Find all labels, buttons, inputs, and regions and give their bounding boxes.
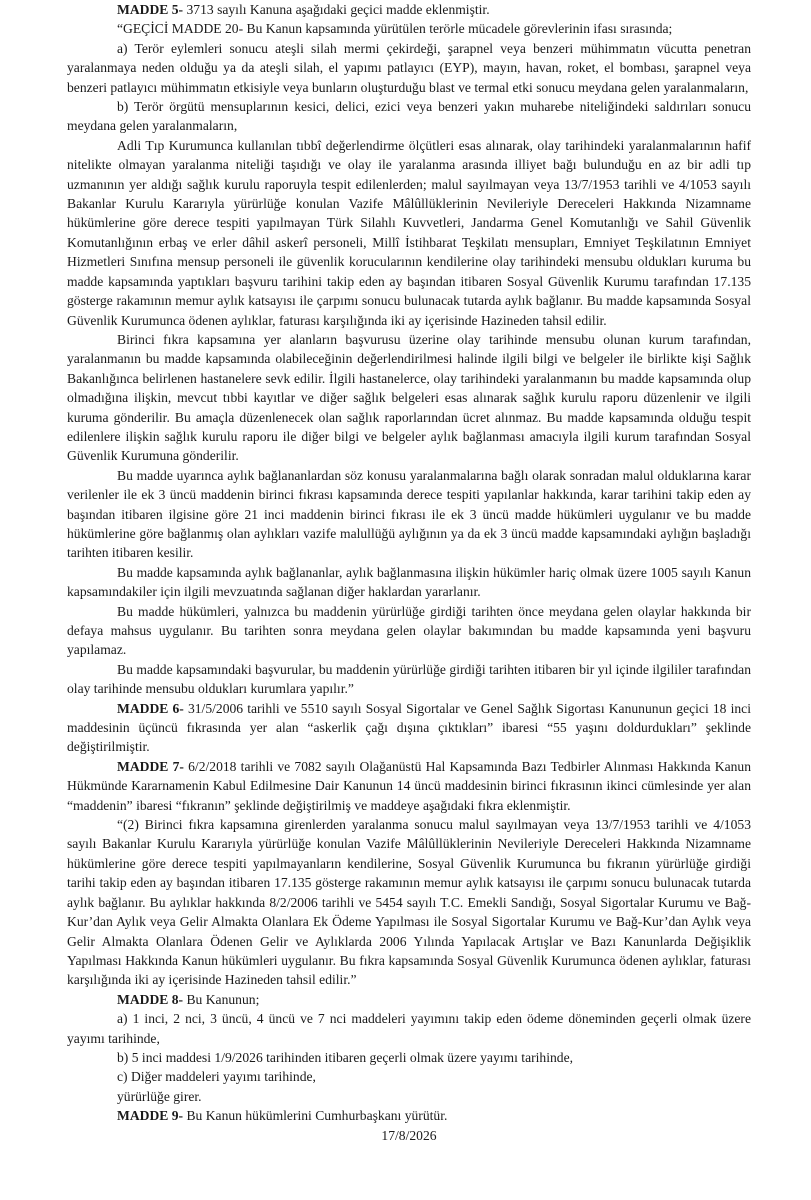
paragraph-basvurular (67, 660, 751, 699)
paragraph-malul (67, 466, 751, 563)
paragraph-1005 (67, 563, 751, 602)
paragraph-madde-8-a (67, 1009, 751, 1048)
paragraph-bir-defaya (67, 602, 751, 660)
paragraph-text: Adli Tıp Kurumunca kullanılan tıbbî değerlendirme ölçütleri esas alınarak, olay tarihindeki yaralanmalarının hafif nitelikte olmayan yaralanma niteliği taşıdığı ve olay ile yaralanma arasında illiyet bağı bulunduğu en az bir adli tıp uzmanının yer aldığı sağlık kurulu raporuyla tespit edilenlerden; malul sayılmayan veya 13/7/1953 tarihli ve 4/1053 sayılı Bakanlar Kurulu Kararıyla yürürlüğe konulan Vazife Mâlûllüklerinin Nevileriyle Dereceleri Hakkında Nizamname hükümlerine göre derece tespiti yapılmayan Türk Silahlı Kuvvetleri, Jandarma Genel Komutanlığı ve Sahil Güvenlik Komutanlığının erbaş ve erler dâhil askerî personeli, Millî İstihbarat Teşkilatı mensupları, Emniyet Teşkilatının Emniyet Hizmetleri Sınıfına mensup personeli ile güvenlik korucularının kendilerine olay tarihindeki mensubu oldukları kuruma bu madde kapsamında yaptıkları başvuru tarihini takip eden ay başından itibaren Sosyal Güvenlik Kurumu tarafından 17.135 gösterge rakamının memur aylık katsayısı ile çarpımı sonucu bulunacak tutarda aylık bağlanır. Bu madde kapsamında Sosyal Güvenlik Kurumunca ödenen aylıklar, faturası karşılığında iki ay içerisinde Hazineden tahsil edilir. (67, 137, 751, 328)
paragraph-yururluge (67, 1087, 751, 1106)
paragraph-madde-8-b (67, 1048, 751, 1067)
article-heading: MADDE 8- (117, 991, 184, 1007)
paragraph-clause-a (67, 39, 751, 97)
paragraph-clause-b (67, 97, 751, 136)
paragraph-madde-9 (67, 1106, 751, 1125)
paragraph-text: 3713 sayılı Kanuna aşağıdaki geçici madde eklenmiştir. (183, 2, 490, 17)
paragraph-text: Bu Kanun hükümlerini Cumhurbaşkanı yürütür. (183, 1108, 448, 1124)
paragraph-text: Bu madde kapsamında aylık bağlananlar, aylık bağlanmasına ilişkin hükümler hariç olmak üzere 1005 sayılı Kanun kapsamındakiler için ilgili mevzuatında sağlanan diğer haklardan yararlanır. (67, 564, 751, 600)
paragraph-madde-6 (67, 699, 751, 757)
paragraph-adli-tip (67, 136, 751, 330)
paragraph-madde-7 (67, 757, 751, 815)
article-heading: MADDE 9- (117, 1108, 184, 1124)
paragraph-gecici-madde-20 (67, 19, 751, 38)
paragraph-text: Bu madde hükümleri, yalnızca bu maddenin yürürlüğe girdiği tarihten önce meydana gelen olaylar hakkında bir defaya mahsus uygulanır. Bu tarihten sonra meydana gelen olaylar bakımından bu madde kapsamında yeni başvuru yapılamaz. (67, 603, 751, 658)
article-heading: MADDE 7- (117, 758, 184, 774)
paragraph-text: yürürlüğe girer. (117, 1088, 202, 1104)
paragraph-fikra-2 (67, 815, 751, 990)
law-document (67, 0, 751, 1145)
paragraph-text: a) Terör eylemleri sonucu ateşli silah mermi çekirdeği, şarapnel veya benzeri mühimmatın vücutta penetran yaralanmaya neden olduğu ya da ateşli silah, el yapımı patlayıcı (EYP), mayın, havan, roket, el bombası, şarapnel veya benzeri patlayıcı mühimmatın etkisiyle veya bunların oluşturduğu blast ve termal etki sonucu meydana gelen yaralanmaların, (67, 40, 751, 95)
paragraph-text: “GEÇİCİ MADDE 20- Bu Kanun kapsamında yürütülen terörle mücadele görevlerinin ifası sırasında; (117, 21, 673, 37)
paragraph-text: b) Terör örgütü mensuplarının kesici, delici, ezici veya benzeri yakın muharebe niteliğindeki saldırıları sonucu meydana gelen yaralanmaların, (67, 99, 751, 134)
paragraph-text: Birinci fıkra kapsamına yer alanların başvurusu üzerine olay tarihinde mensubu olunan kurum tarafından, yaralanmanın bu madde kapsamında olabileceğinin değerlendirilmesi halinde ilgili bilgi ve belgeler ile birlikte kişi Sağlık Bakanlığınca belirlenen hastanelere sevk edilir. İlgili hastanelerce, olay tarihindeki yaralanmanın bu madde kapsamında olup olmadığına ilişkin, mevcut tıbbi kayıtlar ve diğer sağlık belgeleri esas alınarak sağlık kurulu raporu düzenlenir ve ilgili kuruma gönderilir. Bu amaçla düzenlenecek olan sağlık raporlarından ücret alınmaz. Bu madde kapsamında olduğu tespit edilenlere ilişkin sağlık kurulu raporu ile diğer bilgi ve belgeler aylık bağlanması amacıyla ilgili kurum tarafından Sosyal Güvenlik Kurumuna gönderilir. (67, 331, 751, 464)
paragraph-madde-8-c (67, 1067, 751, 1086)
paragraph-text: c) Diğer maddeleri yayımı tarihinde, (117, 1069, 316, 1085)
article-heading: MADDE 6- (117, 700, 184, 716)
paragraph-text: “(2) Birinci fıkra kapsamına girenlerden yaralanma sonucu malul sayılmayan veya 13/7/1953 tarihli ve 4/1053 sayılı Bakanlar Kurulu Kararıyla yürürlüğe konulan Vazife Mâlûllüklerinin Nevileriyle Dereceleri Hakkında Nizamname hükümlerine göre derece tespiti yapılmayanların kendilerine, Sosyal Güvenlik Kurumunca bu fıkranın yürürlüğe girdiği tarihi takip eden ay başından itibaren 17.135 gösterge rakamının memur aylık katsayısı ile çarpımı sonucu bulunacak tutarda aylık bağlanır. Bu aylıklar hakkında 8/2/2006 tarihli ve 5454 sayılı T.C. Emekli Sandığı, Sosyal Sigortalar Kurumu ve Bağ-Kur’dan Aylık veya Gelir Almakta Olanlara Ek Ödeme Yapılması ile Sosyal Sigortalar Kurumu ve Bağ-Kur’dan Aylık veya Gelir Almakta Olanlara Ödenen Gelir ve Aylıklarda 2006 Yılında Yapılacak Artışlar ve Bazı Kanunlarda Değişiklik Yapılması Hakkında Kanun hükümleri uygulanır. Bu fıkra kapsamında Sosyal Güvenlik Kurumunca ödenen aylıklar, faturası karşılığında iki ay içerisinde Hazineden tahsil edilir.” (67, 817, 751, 988)
article-heading: MADDE 5- (117, 2, 184, 17)
paragraph-text: b) 5 inci maddesi 1/9/2026 tarihinden itibaren geçerli olmak üzere yayımı tarihinde, (117, 1049, 574, 1065)
paragraph-madde-5 (67, 0, 751, 19)
paragraph-text: Bu madde uyarınca aylık bağlananlardan söz konusu yaralanmalarına bağlı olarak sonradan malul olduklarına karar verilenler ile ek 3 üncü maddenin birinci fıkrası kapsamında derece tespiti yapılanlar hakkında, karar tarihini takip eden ay başından itibaren ilgisine göre 21 inci maddenin birinci fıkrası ile ek 3 üncü madde hükümleri uygulanır ve bu madde hükümlerine göre bağlanmış olan aylıkları vazife malullüğü aylığının ya da ek 3 üncü madde kapsamındaki aylığın başladığı tarihten itibaren kesilir. (67, 467, 751, 561)
paragraph-madde-8 (67, 990, 751, 1009)
document-date: 17/8/2026 (381, 1127, 437, 1143)
paragraph-text: 31/5/2006 tarihli ve 5510 sayılı Sosyal Sigortalar ve Genel Sağlık Sigortası Kanununun geçici 18 inci maddesinin üçüncü fıkrasında yer alan “askerlik çağı dışına çıktıkları” ibaresi “55 yaşını doldurdukları” şeklinde değiştirilmiştir. (67, 700, 751, 755)
paragraph-text: Bu madde kapsamındaki başvurular, bu maddenin yürürlüğe girdiği tarihten itibaren bir yıl içinde ilgililer tarafından olay tarihinde mensubu oldukları kurumlara yapılır.” (67, 661, 751, 697)
paragraph-birinci-fikra (67, 330, 751, 466)
paragraph-text: a) 1 inci, 2 nci, 3 üncü, 4 üncü ve 7 nci maddeleri yayımını takip eden ödeme döneminden geçerli olmak üzere yayımı tarihinde, (67, 1011, 751, 1046)
paragraph-text: Bu Kanunun; (183, 991, 260, 1007)
paragraph-text: 6/2/2018 tarihli ve 7082 sayılı Olağanüstü Hal Kapsamında Bazı Tedbirler Alınması Hakkında Kanun Hükmünde Kararnamenin Kabul Edilmesine Dair Kanunun 14 üncü maddesinin birinci fıkrasının ikinci cümlesinde yer alan “maddenin” ibaresi “fıkranın” şeklinde değiştirilmiş ve maddeye aşağıdaki fıkra eklenmiştir. (67, 758, 751, 813)
